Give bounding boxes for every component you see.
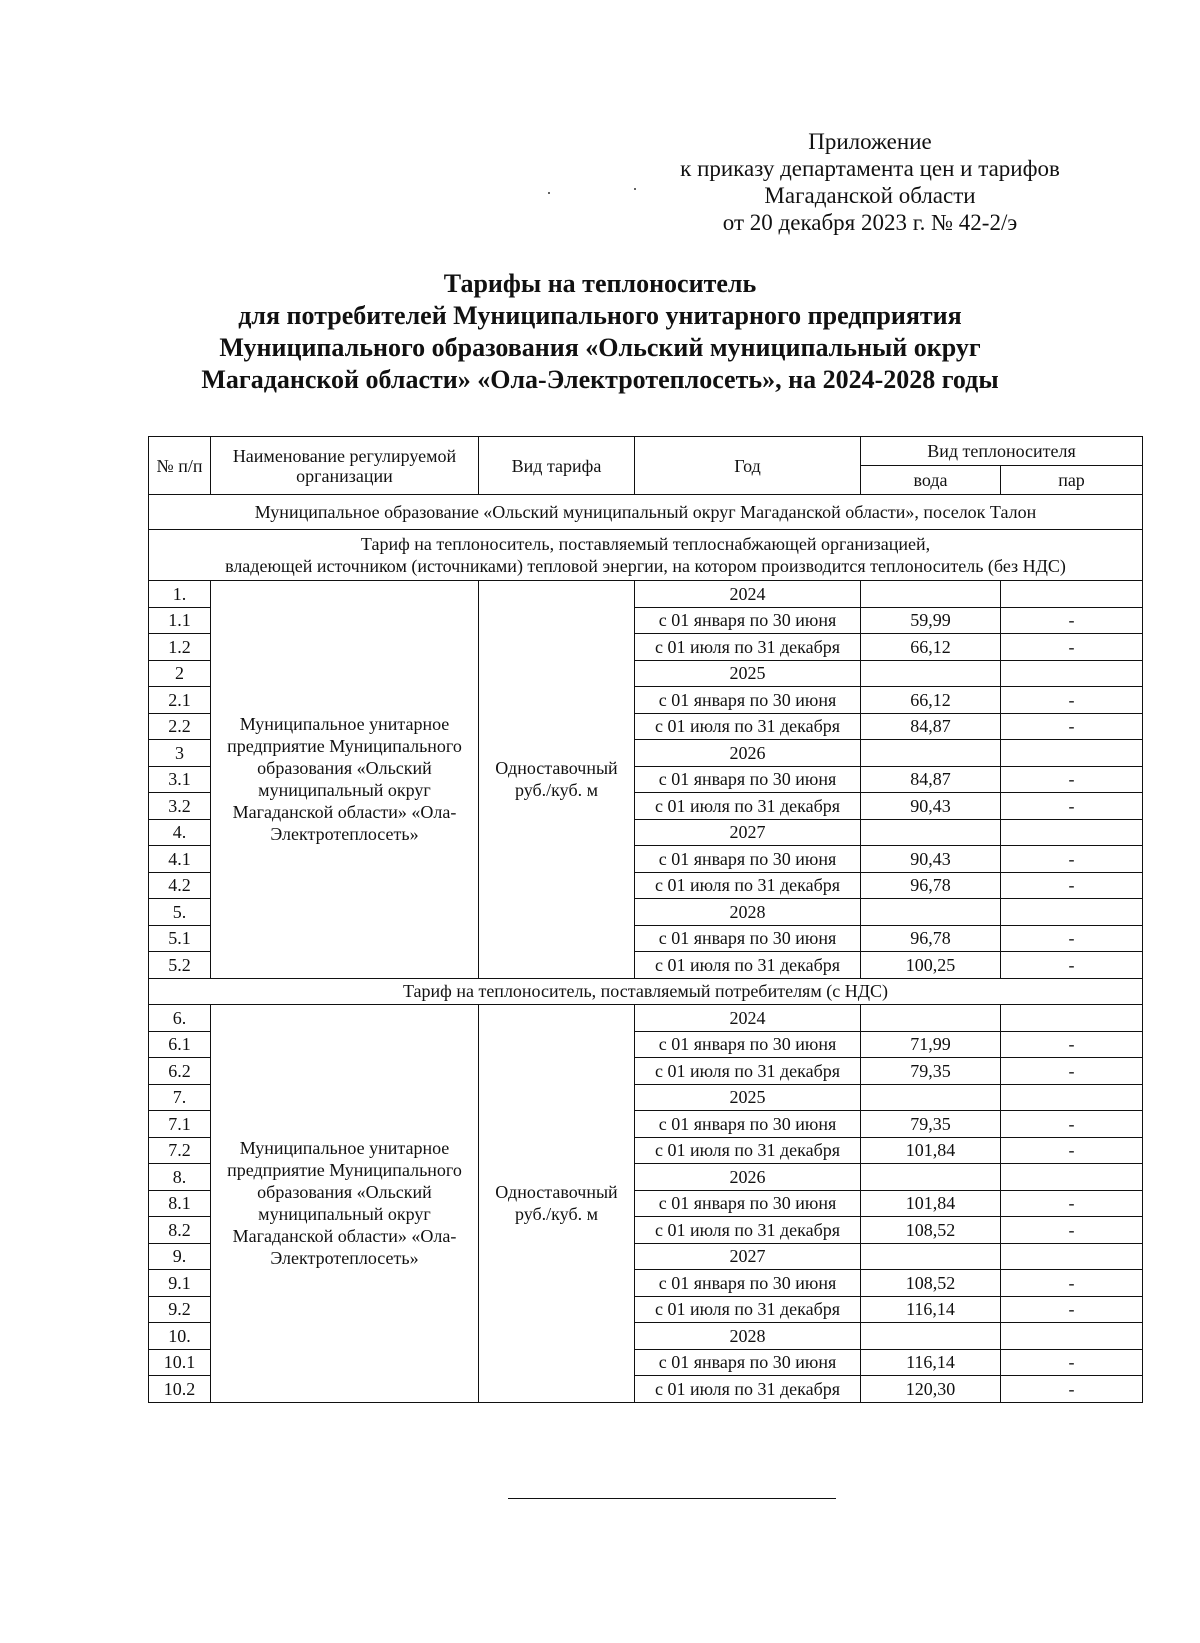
- title-line: Муниципального образования «Ольский муниципальный округ: [219, 333, 981, 362]
- period: 2026: [635, 740, 861, 767]
- water-value: 100,25: [861, 952, 1001, 979]
- row-number: 5.1: [149, 925, 211, 952]
- row-number: 4.: [149, 819, 211, 846]
- period: с 01 января по 30 июня: [635, 925, 861, 952]
- appendix-block: [640, 128, 1100, 236]
- steam-value: [1001, 1084, 1143, 1111]
- appendix-line: Магаданской области: [764, 183, 976, 208]
- period: 2027: [635, 1243, 861, 1270]
- steam-value: -: [1001, 1190, 1143, 1217]
- water-value: 96,78: [861, 872, 1001, 899]
- row-number: 6.1: [149, 1031, 211, 1058]
- steam-value: [1001, 819, 1143, 846]
- location-cell: Муниципальное образование «Ольский муниципальный округ Магаданской области», поселок Талон: [149, 495, 1143, 530]
- row-number: 8.1: [149, 1190, 211, 1217]
- scan-speck: [548, 192, 550, 194]
- water-value: 96,78: [861, 925, 1001, 952]
- water-value: 108,52: [861, 1270, 1001, 1297]
- period: 2028: [635, 899, 861, 926]
- period: с 01 июля по 31 декабря: [635, 872, 861, 899]
- water-value: [861, 660, 1001, 687]
- table-row: [149, 1005, 1143, 1032]
- row-number: 3.2: [149, 793, 211, 820]
- appendix-line: к приказу департамента цен и тарифов: [680, 156, 1060, 181]
- header-steam: пар: [1001, 466, 1143, 495]
- steam-value: -: [1001, 1296, 1143, 1323]
- location-row: [149, 495, 1143, 530]
- row-number: 6.: [149, 1005, 211, 1032]
- steam-value: -: [1001, 1111, 1143, 1138]
- table-row: [149, 581, 1143, 608]
- row-number: 9.: [149, 1243, 211, 1270]
- appendix-line: от 20 декабря 2023 г. № 42-2/э: [722, 210, 1018, 235]
- header-year: Год: [635, 437, 861, 495]
- row-number: 1.: [149, 581, 211, 608]
- water-value: 116,14: [861, 1349, 1001, 1376]
- org-name: Муниципальное унитарное предприятие Муниципального образования «Ольский муниципальный округ Магаданской области» «Ола-Электротеплосеть»: [211, 1005, 479, 1403]
- water-value: [861, 1164, 1001, 1191]
- steam-value: [1001, 660, 1143, 687]
- tariff-type: Одноставочный руб./куб. м: [479, 581, 635, 979]
- period: с 01 июля по 31 декабря: [635, 1217, 861, 1244]
- steam-value: -: [1001, 713, 1143, 740]
- row-number: 7.2: [149, 1137, 211, 1164]
- row-number: 5.2: [149, 952, 211, 979]
- row-number: 8.2: [149, 1217, 211, 1244]
- steam-value: -: [1001, 1270, 1143, 1297]
- row-number: 9.2: [149, 1296, 211, 1323]
- period: с 01 июля по 31 декабря: [635, 634, 861, 661]
- row-number: 1.1: [149, 607, 211, 634]
- water-value: 101,84: [861, 1190, 1001, 1217]
- steam-value: -: [1001, 793, 1143, 820]
- row-number: 10.: [149, 1323, 211, 1350]
- water-value: 90,43: [861, 793, 1001, 820]
- steam-value: [1001, 740, 1143, 767]
- row-number: 5.: [149, 899, 211, 926]
- period: с 01 января по 30 июня: [635, 766, 861, 793]
- steam-value: -: [1001, 1217, 1143, 1244]
- appendix-line: Приложение: [808, 129, 932, 154]
- section2-title-cell: Тариф на теплоноситель, поставляемый потребителям (с НДС): [149, 978, 1143, 1005]
- row-number: 10.1: [149, 1349, 211, 1376]
- steam-value: -: [1001, 1376, 1143, 1403]
- water-value: 108,52: [861, 1217, 1001, 1244]
- period: с 01 июля по 31 декабря: [635, 1296, 861, 1323]
- period: 2025: [635, 660, 861, 687]
- org-name: Муниципальное унитарное предприятие Муниципального образования «Ольский муниципальный округ Магаданской области» «Ола-Электротеплосеть»: [211, 581, 479, 979]
- water-value: 101,84: [861, 1137, 1001, 1164]
- row-number: 2: [149, 660, 211, 687]
- row-number: 1.2: [149, 634, 211, 661]
- period: с 01 июля по 31 декабря: [635, 713, 861, 740]
- period: с 01 января по 30 июня: [635, 1349, 861, 1376]
- water-value: [861, 581, 1001, 608]
- tariffs-table: [148, 436, 1143, 1403]
- water-value: [861, 1243, 1001, 1270]
- water-value: 84,87: [861, 713, 1001, 740]
- steam-value: -: [1001, 1349, 1143, 1376]
- steam-value: -: [1001, 925, 1143, 952]
- header-num: № п/п: [149, 437, 211, 495]
- document-title: [100, 268, 1100, 396]
- period: с 01 июля по 31 декабря: [635, 1376, 861, 1403]
- row-number: 8.: [149, 1164, 211, 1191]
- footer-divider: [508, 1498, 836, 1499]
- period: с 01 января по 30 июня: [635, 1270, 861, 1297]
- steam-value: -: [1001, 846, 1143, 873]
- water-value: [861, 1084, 1001, 1111]
- water-value: 66,12: [861, 634, 1001, 661]
- water-value: [861, 819, 1001, 846]
- water-value: [861, 1005, 1001, 1032]
- period: 2028: [635, 1323, 861, 1350]
- water-value: 79,35: [861, 1111, 1001, 1138]
- row-number: 7.: [149, 1084, 211, 1111]
- water-value: [861, 899, 1001, 926]
- steam-value: [1001, 1323, 1143, 1350]
- water-value: 59,99: [861, 607, 1001, 634]
- tariffs-table-body: [149, 437, 1143, 1403]
- section1-title-cell: [149, 530, 1143, 581]
- period: с 01 июля по 31 декабря: [635, 952, 861, 979]
- water-value: 90,43: [861, 846, 1001, 873]
- period: с 01 января по 30 июня: [635, 687, 861, 714]
- period: 2027: [635, 819, 861, 846]
- period: с 01 января по 30 июня: [635, 1190, 861, 1217]
- steam-value: [1001, 899, 1143, 926]
- section2-title-row: [149, 978, 1143, 1005]
- water-value: 116,14: [861, 1296, 1001, 1323]
- period: с 01 июля по 31 декабря: [635, 1058, 861, 1085]
- title-line: Тарифы на теплоноситель: [443, 269, 757, 298]
- title-line: Магаданской области» «Ола-Электротеплосеть», на 2024-2028 годы: [201, 365, 999, 394]
- row-number: 3.1: [149, 766, 211, 793]
- steam-value: [1001, 581, 1143, 608]
- steam-value: -: [1001, 687, 1143, 714]
- header-tariff-type: Вид тарифа: [479, 437, 635, 495]
- row-number: 3: [149, 740, 211, 767]
- row-number: 9.1: [149, 1270, 211, 1297]
- row-number: 4.1: [149, 846, 211, 873]
- period: с 01 июля по 31 декабря: [635, 793, 861, 820]
- steam-value: [1001, 1243, 1143, 1270]
- steam-value: [1001, 1005, 1143, 1032]
- section1-title-row: [149, 530, 1143, 581]
- section1-title-line: Тариф на теплоноситель, поставляемый теплоснабжающей организацией,: [360, 534, 931, 554]
- steam-value: -: [1001, 872, 1143, 899]
- header-row: [149, 437, 1143, 466]
- row-number: 7.1: [149, 1111, 211, 1138]
- row-number: 2.2: [149, 713, 211, 740]
- water-value: 71,99: [861, 1031, 1001, 1058]
- period: с 01 июля по 31 декабря: [635, 1137, 861, 1164]
- steam-value: -: [1001, 1031, 1143, 1058]
- tariff-type: Одноставочный руб./куб. м: [479, 1005, 635, 1403]
- section1-title-line: владеющей источником (источниками) тепловой энергии, на котором производится теплоноситель (без НДС): [225, 556, 1066, 576]
- steam-value: -: [1001, 1058, 1143, 1085]
- period: 2024: [635, 581, 861, 608]
- period: с 01 января по 30 июня: [635, 607, 861, 634]
- steam-value: -: [1001, 607, 1143, 634]
- steam-value: [1001, 1164, 1143, 1191]
- water-value: 66,12: [861, 687, 1001, 714]
- water-value: [861, 1323, 1001, 1350]
- header-water: вода: [861, 466, 1001, 495]
- row-number: 10.2: [149, 1376, 211, 1403]
- period: с 01 января по 30 июня: [635, 1031, 861, 1058]
- header-carrier: Вид теплоносителя: [861, 437, 1143, 466]
- steam-value: -: [1001, 634, 1143, 661]
- period: 2024: [635, 1005, 861, 1032]
- water-value: 84,87: [861, 766, 1001, 793]
- steam-value: -: [1001, 952, 1143, 979]
- period: с 01 января по 30 июня: [635, 1111, 861, 1138]
- water-value: 79,35: [861, 1058, 1001, 1085]
- water-value: 120,30: [861, 1376, 1001, 1403]
- row-number: 6.2: [149, 1058, 211, 1085]
- row-number: 4.2: [149, 872, 211, 899]
- row-number: 2.1: [149, 687, 211, 714]
- period: 2026: [635, 1164, 861, 1191]
- water-value: [861, 740, 1001, 767]
- scan-speck: [634, 188, 636, 190]
- title-line: для потребителей Муниципального унитарного предприятия: [238, 301, 962, 330]
- steam-value: -: [1001, 766, 1143, 793]
- steam-value: -: [1001, 1137, 1143, 1164]
- header-org: Наименование регулируемой организации: [211, 437, 479, 495]
- period: с 01 января по 30 июня: [635, 846, 861, 873]
- period: 2025: [635, 1084, 861, 1111]
